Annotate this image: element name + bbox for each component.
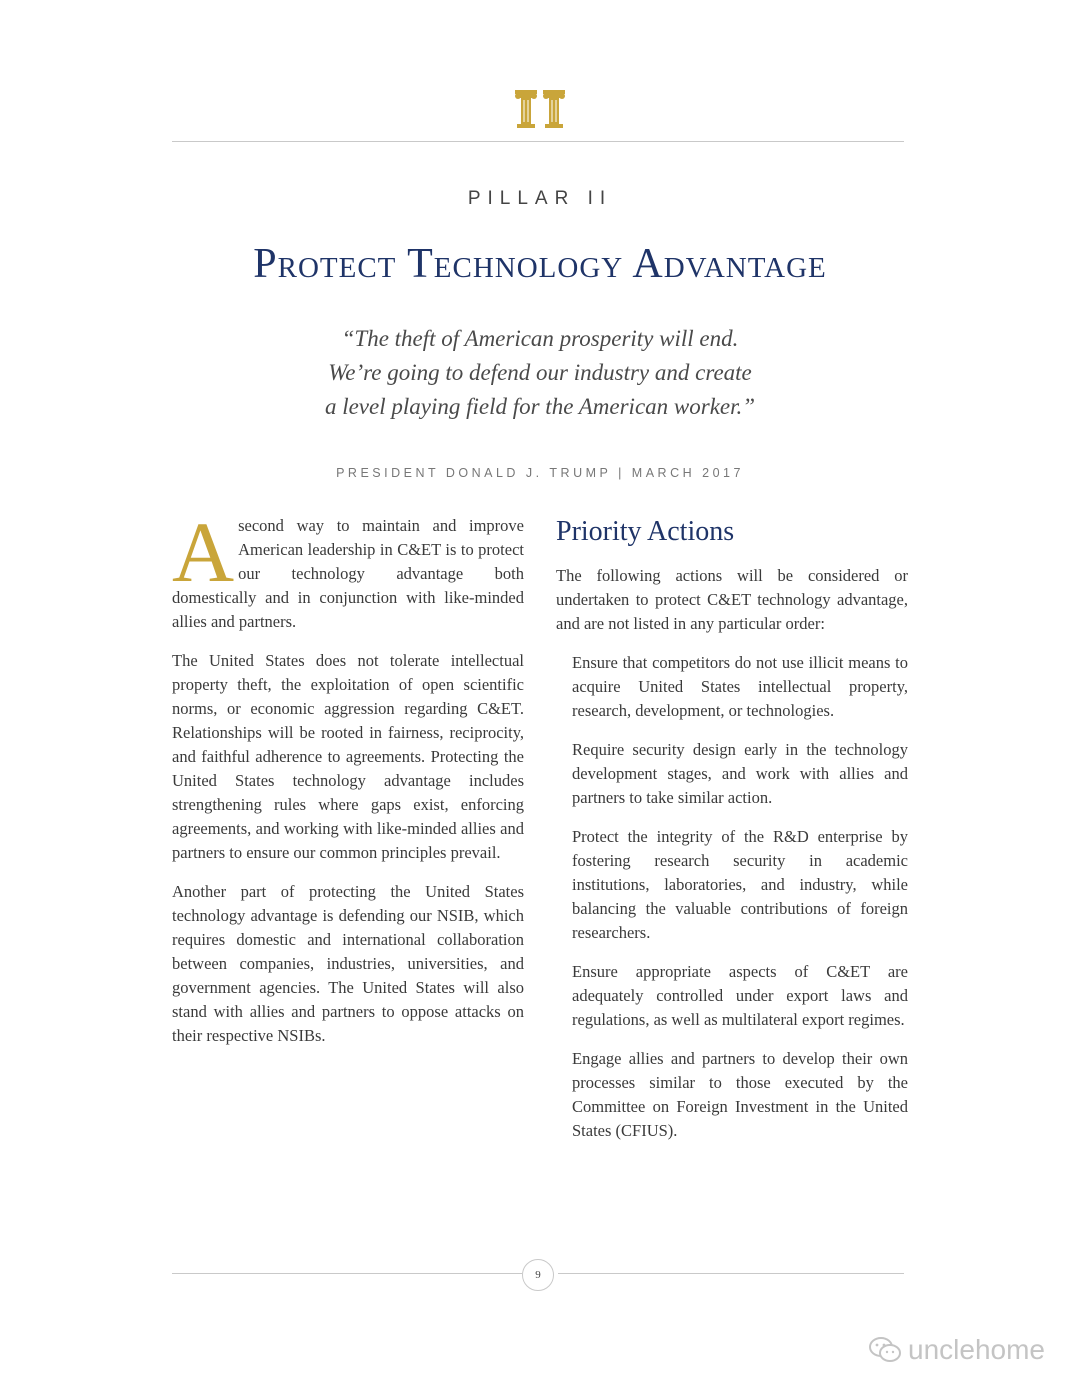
watermark: [868, 1334, 1045, 1366]
quote-line: a level playing field for the American worker.”: [324, 394, 756, 419]
pull-quote: [200, 322, 880, 424]
priority-action-item: Ensure appropriate aspects of C&ET are adequately controlled under export laws and regulations, as well as multilateral export regimes.: [572, 962, 908, 1029]
priority-actions-heading: Priority Actions: [556, 516, 735, 547]
drop-cap: A: [172, 504, 235, 600]
body-paragraph: Another part of protecting the United States technology advantage is defending our NSIB, which requires domestic and international collaboration between companies, industries, universities, and government agencies. The United States will also stand with allies and partners to oppose attacks on their respective NSIBs.: [172, 882, 524, 1045]
intro-text: second way to maintain and improve American leadership in C&ET is to protect our technology advantage both domestically and in conjunction with like-minded allies and partners.: [172, 516, 524, 631]
intro-paragraph: [172, 504, 524, 634]
priority-action-item: Require security design early in the technology development stages, and work with allies and partners to take similar action.: [572, 740, 908, 807]
left-column: [172, 504, 524, 1063]
priority-action-item: Ensure that competitors do not use illicit means to acquire United States intellectual property, research, development, or technologies.: [572, 653, 908, 720]
watermark-text: unclehome: [908, 1334, 1045, 1365]
footer-divider-right: [558, 1273, 904, 1274]
pillar-kicker: PILLAR II: [467, 188, 613, 209]
quote-line: “The theft of American prosperity will end.: [341, 326, 739, 351]
header-divider: [172, 141, 904, 142]
body-paragraph: The United States does not tolerate intellectual property theft, the exploitation of open scientific norms, or economic aggression regarding C&ET. Relationships will be rooted in fairness, reciprocity, and faithful adherence to agreements. Protecting the United States technology advantage includes strengthening rules where gaps exist, enforcing agreements, and working with like-minded allies and partners to ensure our common principles prevail.: [172, 651, 524, 862]
right-column: [556, 514, 908, 1158]
priority-action-item: Engage allies and partners to develop their own processes similar to those executed by the Committee on Foreign Investment in the United States (CFIUS).: [572, 1049, 908, 1140]
priority-action-item: Protect the integrity of the R&D enterprise by fostering research security in academic institutions, laboratories, and industry, while balancing the valuable contributions of foreign researchers.: [572, 827, 908, 942]
footer-divider-left: [172, 1273, 522, 1274]
priority-actions-intro: The following actions will be considered or undertaken to protect C&ET technology advantage, and are not listed in any particular order:: [556, 566, 908, 633]
page-number: 9: [522, 1259, 554, 1291]
quote-line: We’re going to defend our industry and create: [328, 360, 752, 385]
wechat-icon: [868, 1336, 902, 1364]
quote-attribution: PRESIDENT DONALD J. TRUMP | MARCH 2017: [336, 466, 744, 480]
page-title: Protect Technology Advantage: [253, 241, 827, 287]
pillar-columns-icon: [513, 88, 567, 130]
